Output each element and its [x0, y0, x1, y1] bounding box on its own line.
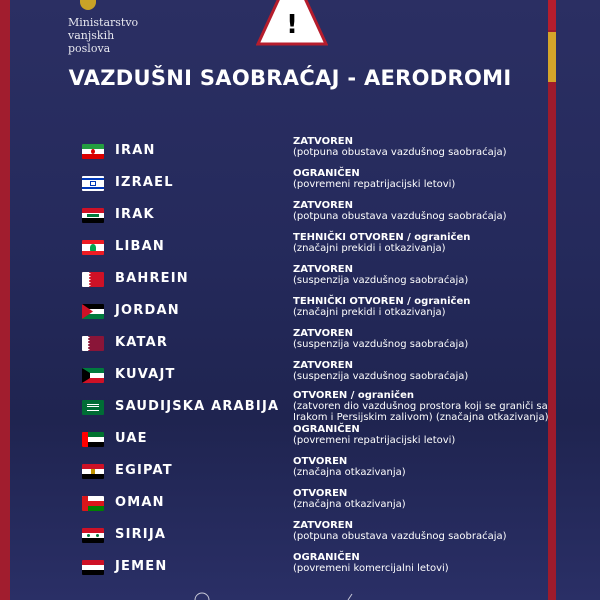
flag-katar-icon [82, 336, 104, 351]
ministry-name [68, 16, 138, 55]
status-label: ZATVOREN [293, 360, 353, 371]
airport-status [293, 424, 553, 446]
status-detail: (potpuna obustava vazdušnog saobraćaja) [293, 211, 507, 222]
flag-jemen-icon [82, 560, 104, 575]
status-detail: (suspenzija vazdušnog saobraćaja) [293, 371, 469, 382]
warning-exclamation: ! [286, 10, 298, 40]
country-row-sirija [82, 520, 552, 554]
status-label: OTVOREN [293, 488, 348, 499]
airport-status [293, 136, 553, 158]
flag-egipat-icon [82, 464, 104, 479]
status-label: OTVOREN [293, 456, 348, 467]
warning-triangle-icon [256, 0, 328, 46]
status-detail: (zatvoren dio vazdušnog prostora koji se graniči sa Irakom i Persijskim zalivom) (značajna otkazivanja) [293, 401, 549, 423]
airport-status [293, 552, 553, 574]
country-row-izrael [82, 168, 552, 202]
country-row-iran [82, 136, 552, 170]
airport-status [293, 296, 553, 318]
flag-iran-icon [82, 144, 104, 159]
status-label: OGRANIČEN [293, 424, 360, 435]
country-name: SIRIJA [115, 527, 167, 542]
flag-bahrein-icon [82, 272, 104, 287]
country-row-jemen [82, 552, 552, 586]
country-name: KATAR [115, 335, 169, 350]
status-detail: (značajni prekidi i otkazivanja) [293, 307, 446, 318]
country-name: OMAN [115, 495, 165, 510]
country-name: IRAK [115, 207, 155, 222]
status-label: OGRANIČEN [293, 168, 360, 179]
airport-status [293, 264, 553, 286]
country-name: JORDAN [115, 303, 180, 318]
status-detail: (značajna otkazivanja) [293, 467, 406, 478]
country-row-katar [82, 328, 552, 362]
ministry-name-line2: vanjskih [68, 29, 115, 42]
status-label: TEHNIČKI OTVOREN / ograničen [293, 296, 471, 307]
flag-irak-icon [82, 208, 104, 223]
status-detail: (povremeni repatrijacijski letovi) [293, 435, 456, 446]
status-label: TEHNIČKI OTVOREN / ograničen [293, 232, 471, 243]
country-name: IZRAEL [115, 175, 174, 190]
country-name: KUVAJT [115, 367, 176, 382]
country-row-bahrein [82, 264, 552, 298]
airport-status [293, 200, 553, 222]
status-label: ZATVOREN [293, 264, 353, 275]
flag-saudijska-arabija-icon [82, 400, 104, 415]
status-detail: (povremeni komercijalni letovi) [293, 563, 449, 574]
status-label: ZATVOREN [293, 328, 353, 339]
slash-icon [348, 594, 352, 600]
status-detail: (suspenzija vazdušnog saobraćaja) [293, 275, 469, 286]
airport-status [293, 168, 553, 190]
footer-icons [0, 590, 600, 600]
status-label: OTVOREN / ograničen [293, 390, 414, 401]
country-row-uae [82, 424, 552, 458]
country-row-saudijska-arabija [82, 390, 552, 426]
airport-status [293, 456, 553, 478]
status-detail: (potpuna obustava vazdušnog saobraćaja) [293, 531, 507, 542]
country-name: IRAN [115, 143, 156, 158]
globe-icon [195, 593, 209, 600]
status-detail: (suspenzija vazdušnog saobraćaja) [293, 339, 469, 350]
status-detail: (potpuna obustava vazdušnog saobraćaja) [293, 147, 507, 158]
flag-oman-icon [82, 496, 104, 511]
country-row-oman [82, 488, 552, 522]
airport-status [293, 232, 553, 254]
airport-status [293, 328, 553, 350]
flag-izrael-icon [82, 176, 104, 191]
country-name: JEMEN [115, 559, 168, 574]
airport-status [293, 390, 553, 423]
airport-status [293, 488, 553, 510]
country-name: LIBAN [115, 239, 165, 254]
country-name: SAUDIJSKA ARABIJA [115, 399, 280, 414]
status-detail: (povremeni repatrijacijski letovi) [293, 179, 456, 190]
country-row-jordan [82, 296, 552, 330]
country-row-irak [82, 200, 552, 234]
page-title: VAZDUŠNI SAOBRAĆAJ - AERODROMI [68, 66, 512, 90]
flag-jordan-icon [82, 304, 104, 319]
airport-status [293, 520, 553, 542]
country-name: BAHREIN [115, 271, 189, 286]
status-label: ZATVOREN [293, 200, 353, 211]
status-label: OGRANIČEN [293, 552, 360, 563]
status-label: ZATVOREN [293, 136, 353, 147]
coat-of-arms-icon [80, 0, 96, 10]
country-name: UAE [115, 431, 148, 446]
airport-status [293, 360, 553, 382]
flag-uae-icon [82, 432, 104, 447]
flag-kuvajt-icon [82, 368, 104, 383]
status-detail: (značajna otkazivanja) [293, 499, 406, 510]
status-detail: (značajni prekidi i otkazivanja) [293, 243, 446, 254]
left-red-stripe [0, 0, 10, 600]
country-row-egipat [82, 456, 552, 490]
status-label: ZATVOREN [293, 520, 353, 531]
country-name: EGIPAT [115, 463, 173, 478]
ministry-name-line1: Ministarstvo [68, 16, 139, 29]
flag-sirija-icon [82, 528, 104, 543]
country-row-liban [82, 232, 552, 266]
flag-liban-icon [82, 240, 104, 255]
ministry-name-line3: poslova [68, 42, 111, 55]
